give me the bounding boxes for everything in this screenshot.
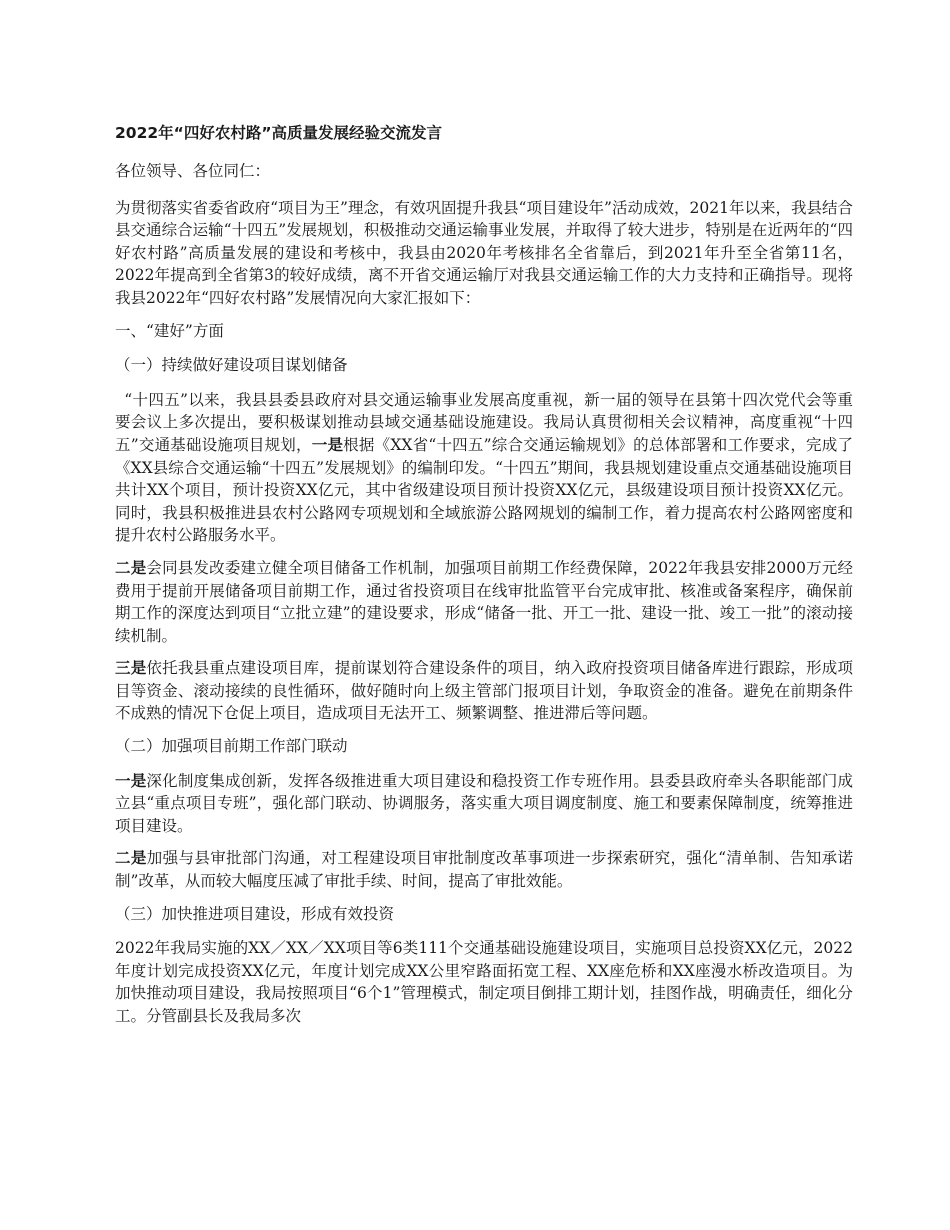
paragraph-text: 根据《XX省“十四五”综合交通运输规划》的总体部署和工作要求，完成了《XX县综合交通运输“十四五”发展规划》的编制印发。“十四五”期间，我县规划建设重点交通基础设施项目共计XX个项目，预计投资XX亿元，其中省级建设项目预计投资XX亿元，县级建设项目预计投资XX亿元。同时，我县积极推进县农村公路网专项规划和全域旅游公路网规划的编制工作，着力提高农村公路网密度和提升农村公路服务水平。 (115, 435, 853, 545)
section-heading-1: 一、“建好”方面 (115, 321, 224, 340)
paragraph-text: 会同县发改委建立健全项目储备工作机制，加强项目前期工作经费保障，2022年我县安排2000万元经费用于提前开展储备项目前期工作，通过省投资项目在线审批监管平台完成审批、核准或备案程序，确保前期工作的深度达到项目“立批立建”的建设要求，形成“储备一批、开工一批、建设一批、竣工一批”的滚动接续机制。 (115, 558, 853, 645)
paragraph-text: 依托我县重点建设项目库，提前谋划符合建设条件的项目，纳入政府投资项目储备库进行跟踪，形成项目等资金、滚动接续的良性循环，做好随时向上级主管部门报项目计划，争取资金的准备。避免在前期条件不成熟的情况下仓促上项目，造成项目无法开工、频繁调整、推进滞后等问题。 (115, 659, 853, 723)
lead-marker: 一是 (311, 435, 344, 454)
subsection-1-paragraph-2 (115, 557, 853, 647)
paragraph-text: 深化制度集成创新，发挥各级推进重大项目建设和稳投资工作专班作用。县委县政府牵头各职能部门成立县“重点项目专班”，强化部门联动、协调服务，落实重大项目调度制度、施工和要素保障制度，统筹推进项目建设。 (115, 771, 853, 835)
document-title: 2022年“四好农村路”高质量发展经验交流发言 (115, 124, 443, 142)
subsection-2-paragraph-2 (115, 847, 853, 892)
paragraph-text: 加强与县审批部门沟通，对工程建设项目审批制度改革事项进一步探索研究，强化“清单制、告知承诺制”改革，从而较大幅度压减了审批手续、时间，提高了审批效能。 (115, 849, 853, 891)
lead-marker: 二是 (115, 558, 147, 577)
lead-marker: 二是 (115, 849, 147, 868)
subsection-1-paragraph-1 (115, 389, 853, 547)
subsection-heading-3: （三）加快推进项目建设，形成有效投资 (115, 904, 395, 923)
subsection-3-paragraph-1: 2022年我局实施的XX／XX／XX项目等6类111个交通基础设施建设项目，实施项目总投资XX亿元，2022年度计划完成投资XX亿元，年度计划完成XX公里窄路面拓宽工程、XX座危桥和XX座漫水桥改造项目。为加快推动项目建设，我局按照项目“6个1”管理模式，制定项目倒排工期计划，挂图作战，明确责任，细化分工。分管副县长及我局多次 (115, 939, 853, 1025)
document-page (115, 112, 853, 1038)
subsection-heading-2: （二）加强项目前期工作部门联动 (115, 737, 348, 756)
subsection-2-paragraph-1 (115, 770, 853, 838)
subsection-heading-1: （一）持续做好建设项目谋划储备 (115, 356, 348, 375)
intro-paragraph: 为贯彻落实省委省政府“项目为王”理念，有效巩固提升我县“项目建设年”活动成效，2021年以来，我县结合县交通综合运输“十四五”发展规划，积极推动交通运输事业发展，并取得了较大进步，特别是在近两年的“四好农村路”高质量发展的建设和考核中，我县由2020年考核排名全省靠后，到2021年升至全省第11名，2022年提高到全省第3的较好成绩，离不开省交通运输厅对我县交通运输工作的大力支持和正确指导。现将我县2022年“四好农村路”发展情况向大家汇报如下： (115, 198, 853, 307)
salutation: 各位领导、各位同仁： (115, 162, 271, 180)
lead-marker: 一是 (115, 771, 147, 790)
paragraph-text: “十四五”以来，我县县委县政府对县交通运输事业发展高度重视，新一届的领导在县第十四次党代会等重要会议上多次提出，要积极谋划推动县域交通基础设施建设。我局认真贯彻相关会议精神，高度重视“十四五”交通基础设施项目规划， (115, 390, 853, 454)
lead-marker: 三是 (115, 659, 147, 678)
subsection-1-paragraph-3 (115, 657, 853, 725)
